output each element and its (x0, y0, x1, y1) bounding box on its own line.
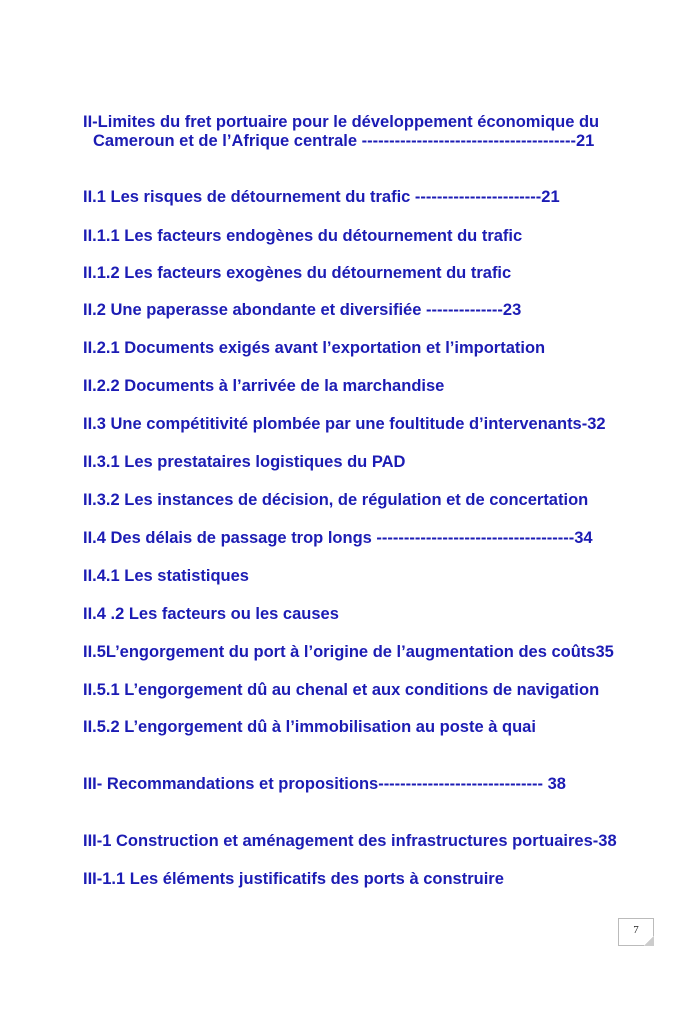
toc-entry: II.4 Des délais de passage trop longs ------------------------------------34 (83, 529, 593, 547)
toc-entry: III-1.1 Les éléments justificatifs des ports à construire (83, 870, 504, 888)
toc-entry: II.3 Une compétitivité plombée par une foultitude d’intervenants-32 (83, 415, 606, 433)
toc-entry: II.5L’engorgement du port à l’origine de l’augmentation des coûts35 (83, 643, 614, 661)
toc-entry: Cameroun et de l’Afrique centrale ---------------------------------------21 (93, 132, 595, 150)
toc-entry: II.3.2 Les instances de décision, de régulation et de concertation (83, 491, 589, 509)
toc-entry: II.5.1 L’engorgement dû au chenal et aux conditions de navigation (83, 681, 600, 699)
page-number (618, 918, 654, 946)
toc-entry: III- Recommandations et propositions------------------------------ 38 (83, 775, 566, 793)
toc-entry: II.4 .2 Les facteurs ou les causes (83, 605, 339, 623)
toc-entry: II.2.2 Documents à l’arrivée de la marchandise (83, 377, 445, 395)
toc-entry: II.1.1 Les facteurs endogènes du détournement du trafic (83, 227, 523, 245)
toc-entry: II.3.1 Les prestataires logistiques du PAD (83, 453, 406, 471)
toc-entry: II-Limites du fret portuaire pour le développement économique du (83, 113, 600, 131)
toc-entry: II.2 Une paperasse abondante et diversifiée --------------23 (83, 301, 522, 319)
toc-entry: II.1 Les risques de détournement du trafic -----------------------21 (83, 188, 560, 206)
toc-entry: II.4.1 Les statistiques (83, 567, 249, 585)
toc-entry: II.1.2 Les facteurs exogènes du détournement du trafic (83, 264, 512, 282)
page-curl-icon (644, 936, 654, 946)
toc-entry: II.2.1 Documents exigés avant l’exportation et l’importation (83, 339, 546, 357)
toc-entry: III-1 Construction et aménagement des infrastructures portuaires-38 (83, 832, 617, 850)
page-number-text: 7 (633, 924, 639, 936)
toc-entry: II.5.2 L’engorgement dû à l’immobilisation au poste à quai (83, 718, 536, 736)
